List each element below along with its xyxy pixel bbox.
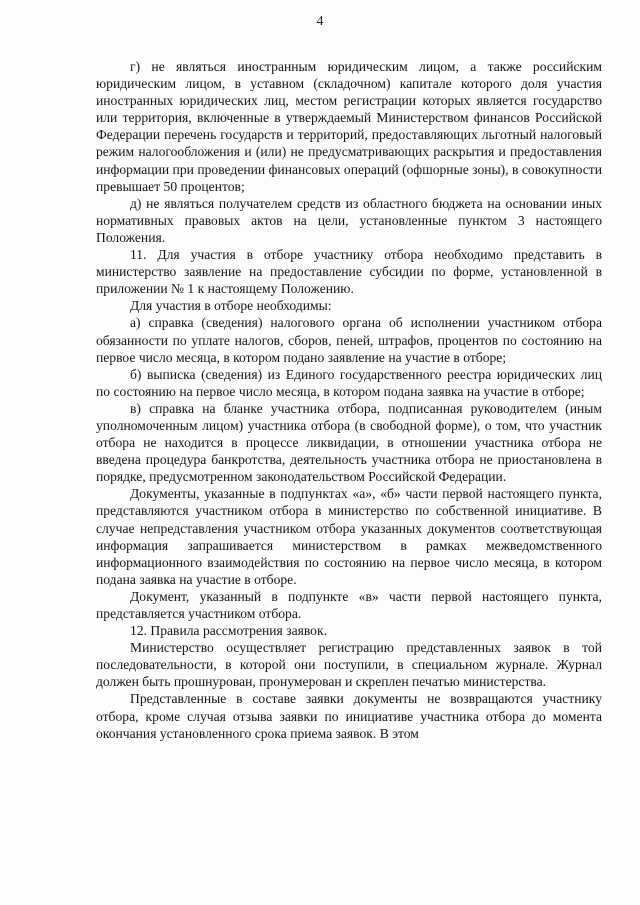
paragraph-required-documents-intro: Для участия в отборе необходимы: — [130, 298, 332, 314]
paragraph-subclause-d: д) не являться получателем средств из областного бюджета на основании иных нормативных правовых актов на цели, установленные пунктом 3 настоящего Положения. — [96, 195, 602, 245]
document-body — [96, 58, 602, 742]
paragraph-document-v: Документ, указанный в подпункте «в» части первой настоящего пункта, представляется участником отбора. — [96, 588, 602, 621]
paragraph-item-b: б) выписка (сведения) из Единого государственного реестра юридических лиц по состоянию на первое число месяца, в котором подана заявка на участие в отборе; — [96, 366, 602, 399]
paragraph-documents-not-returned: Представленные в составе заявки документы не возвращаются участнику отбора, кроме случая отзыва заявки по инициативе участника отбора до момента окончания установленного срока приема заявок. В этом — [96, 691, 602, 741]
paragraph-subclause-g: г) не являться иностранным юридическим лицом, а также российским юридическим лицом, в уставном (складочном) капитале которого доля участия иностранных юридических лиц, местом регистрации которых является государство или территория, включенные в утверждаемый Министерством финансов Российской Федерации перечень государств и территорий, предоставляющих льготный налоговый режим налогообложения и (или) не предусматривающих раскрытия и предоставления информации при проведении финансовых операций (офшорные зоны), в совокупности превышает 50 процентов; — [96, 59, 602, 194]
page-number: 4 — [316, 14, 324, 29]
paragraph-item-a: а) справка (сведения) налогового органа об исполнении участником отбора обязанности по уплате налогов, сборов, пеней, штрафов, процентов по состоянию на первое число месяца, в котором подано заявление на участие в отборе; — [96, 315, 602, 365]
paragraph-clause-11: 11. Для участия в отборе участнику отбора необходимо представить в министерство заявление на предоставление субсидии по форме, установленной в приложении № 1 к настоящему Положению. — [96, 247, 602, 297]
paragraph-clause-12: 12. Правила рассмотрения заявок. — [130, 623, 327, 639]
paragraph-item-v: в) справка на бланке участника отбора, подписанная руководителем (иным уполномоченным лицом) участника отбора (в свободной форме), о том, что участник отбора не находится в процессе ликвидации, в отношении участника отбора не введена процедура банкротства, деятельность участника отбора не приостановлена в порядке, предусмотренном законодательством Российской Федерации. — [96, 400, 602, 485]
paragraph-registration: Министерство осуществляет регистрацию представленных заявок в той последовательности, в которой они поступили, в специальном журнале. Журнал должен быть прошнурован, пронумерован и скреплен печатью министерства. — [96, 640, 602, 690]
paragraph-documents-initiative: Документы, указанные в подпунктах «а», «б» части первой настоящего пункта, представляются участником отбора в министерство по собственной инициативе. В случае непредставления участником отбора указанных документов соответствующая информация запрашивается министерством в рамках межведомственного информационного взаимодействия по состоянию на первое число месяца, в котором подана заявка на участие в отборе. — [96, 486, 602, 587]
